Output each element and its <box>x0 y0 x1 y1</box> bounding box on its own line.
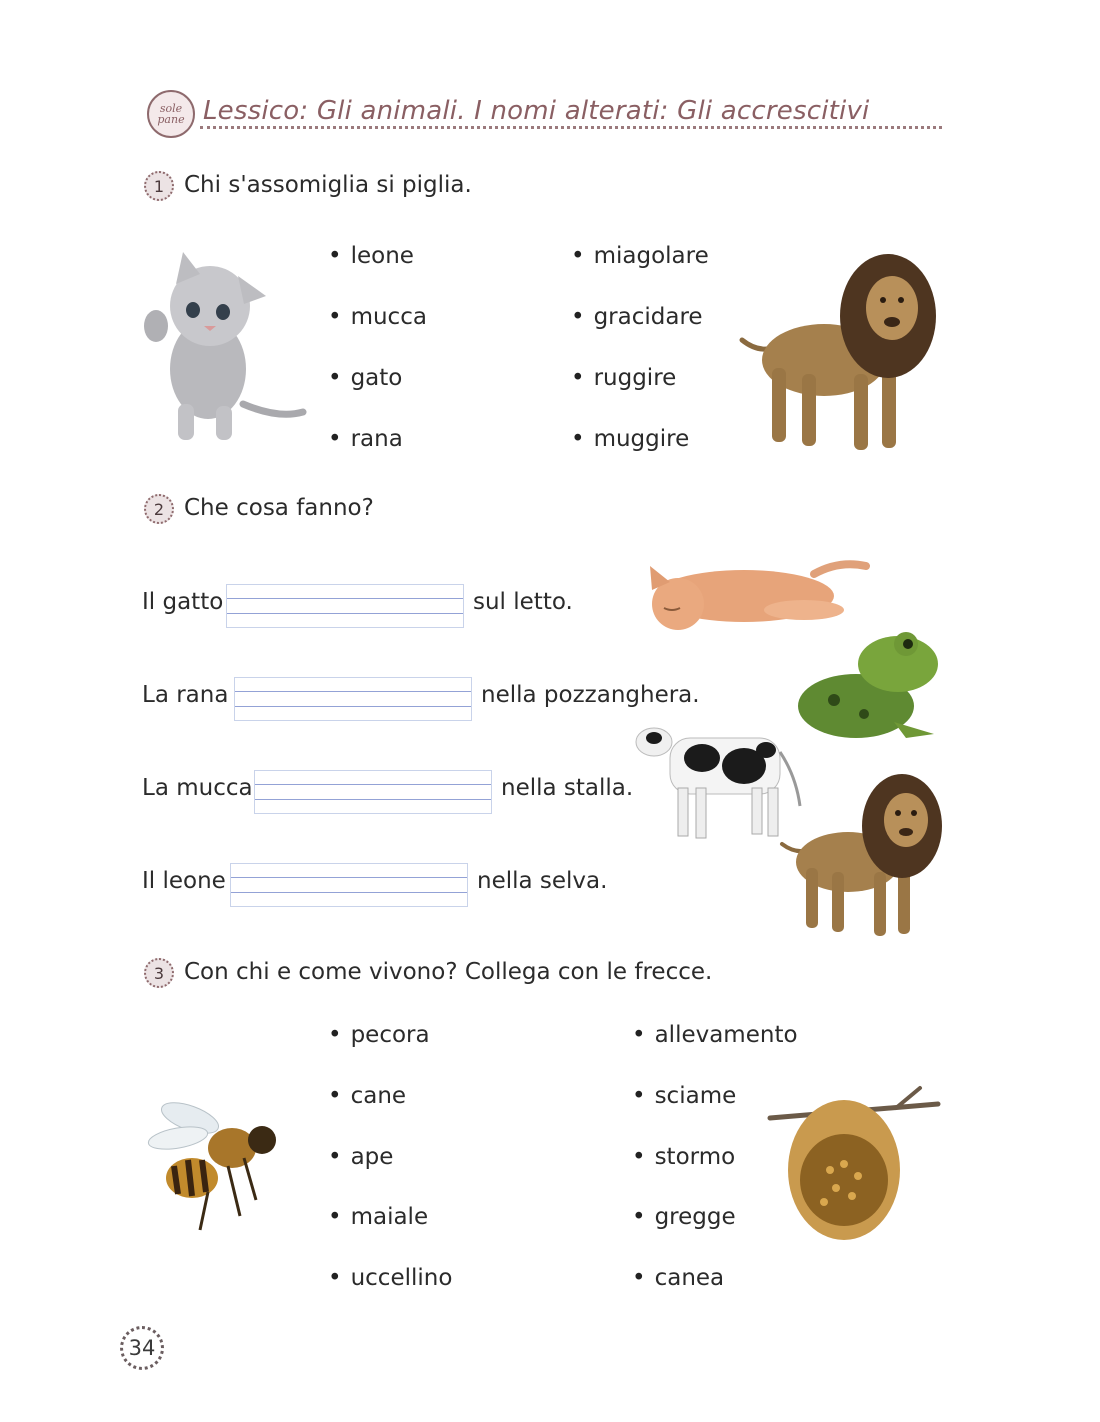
ex3-group-2: • sciame <box>632 1083 736 1109</box>
ex3-group-3: • stormo <box>632 1144 735 1170</box>
ex1-verb-2: • gracidare <box>571 304 703 330</box>
ex2-sentence-1-end: sul letto. <box>473 589 573 615</box>
logo-line-2: pane <box>157 113 185 126</box>
exercise-3-title: Con chi e come vivono? Collega con le frecce. <box>184 959 713 985</box>
ex3-group-5: • canea <box>632 1265 724 1291</box>
bee-image <box>144 1096 284 1236</box>
ex3-animal-2: • cane <box>328 1083 406 1109</box>
page-number: 34 <box>120 1326 164 1370</box>
exercise-2-title: Che cosa fanno? <box>184 495 374 521</box>
exercise-1-title: Chi s'assomiglia si piglia. <box>184 172 472 198</box>
logo-line-1: sole <box>159 102 183 115</box>
ex1-animal-4: • rana <box>328 426 403 452</box>
ex2-sentence-3-end: nella stalla. <box>501 775 634 801</box>
ex2-sentence-4-end: nella selva. <box>477 868 608 894</box>
ex3-animal-3: • ape <box>328 1144 393 1170</box>
ex1-animal-3: • gato <box>328 365 402 391</box>
ex1-animal-2: • mucca <box>328 304 427 330</box>
ex3-animal-5: • uccellino <box>328 1265 452 1291</box>
ex2-answer-field-4[interactable] <box>230 863 468 907</box>
page-title: Lessico: Gli animali. I nomi alterati: Gli accrescitivi <box>203 96 870 126</box>
title-dotted-rule <box>200 126 942 129</box>
ex2-sentence-2-end: nella pozzanghera. <box>481 682 700 708</box>
ex2-sentence-2-start: La rana <box>142 682 229 708</box>
ex1-animal-1: • leone <box>328 243 414 269</box>
ex3-group-1: • allevamento <box>632 1022 798 1048</box>
cow-image <box>632 716 804 842</box>
kitten-image <box>138 244 306 448</box>
ex2-answer-field-2[interactable] <box>234 677 472 721</box>
ex2-sentence-4-start: Il leone <box>142 868 226 894</box>
ex2-answer-field-1[interactable] <box>226 584 464 628</box>
lion-image <box>742 256 938 456</box>
ex1-verb-1: • miagolare <box>571 243 709 269</box>
ex2-sentence-3-start: La mucca <box>142 775 253 801</box>
honeycomb-image <box>770 1084 940 1244</box>
sleeping-cat-image <box>634 552 870 636</box>
ex3-animal-4: • maiale <box>328 1204 428 1230</box>
frog-image <box>794 630 942 746</box>
ex1-verb-4: • muggire <box>571 426 689 452</box>
ex3-animal-1: • pecora <box>328 1022 430 1048</box>
sole-pane-logo <box>147 90 195 138</box>
lion-image-2 <box>782 776 942 942</box>
exercise-3-number: 3 <box>144 958 174 988</box>
ex2-sentence-1-start: Il gatto <box>142 589 224 615</box>
ex3-group-4: • gregge <box>632 1204 736 1230</box>
exercise-2-number: 2 <box>144 494 174 524</box>
ex2-answer-field-3[interactable] <box>254 770 492 814</box>
exercise-1-number: 1 <box>144 171 174 201</box>
ex1-verb-3: • ruggire <box>571 365 676 391</box>
